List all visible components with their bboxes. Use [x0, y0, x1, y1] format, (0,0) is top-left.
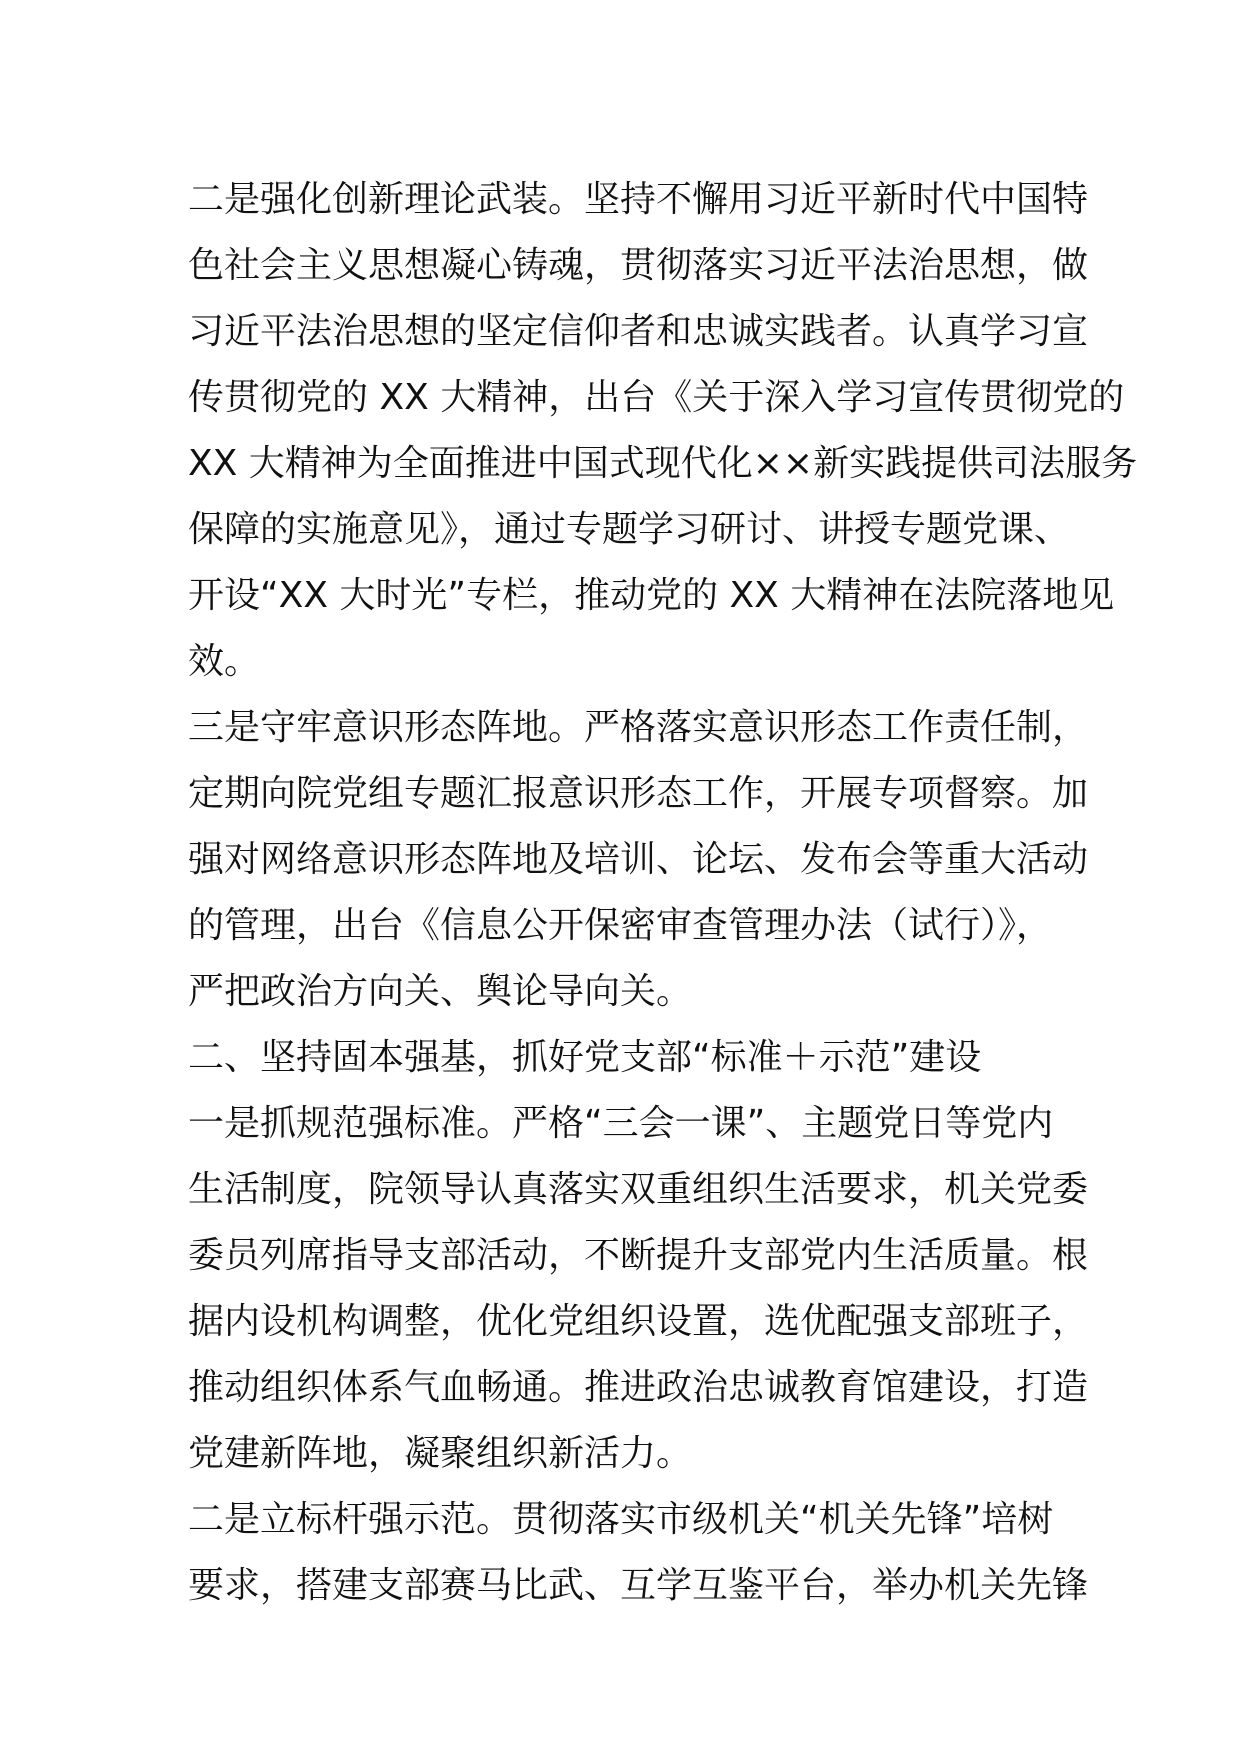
document-body: [188, 167, 1138, 1619]
text-line: 三是守牢意识形态阵地。严格落实意识形态工作责任制，: [188, 707, 1089, 748]
text-line: 要求，搭建支部赛马比武、互学互鉴平台，举办机关先锋: [188, 1565, 1089, 1606]
text-line: 生活制度，院领导认真落实双重组织生活要求，机关党委: [188, 1169, 1089, 1210]
paragraph-standards: [188, 1091, 1089, 1487]
text-line: 推动组织体系气血畅通。推进政治忠诚教育馆建设，打造: [188, 1367, 1089, 1408]
text-line: 定期向院党组专题汇报意识形态工作，开展专项督察。加: [188, 773, 1089, 814]
text-line: 一是抓规范强标准。严格“三会一课”、主题党日等党内: [188, 1103, 1054, 1144]
text-line: 保障的实施意见》，通过专题学习研讨、讲授专题党课、: [188, 509, 1071, 550]
paragraph-benchmark: [188, 1487, 1089, 1619]
text-line: 据内设机构调整，优化党组织设置，选优配强支部班子，: [188, 1301, 1089, 1342]
text-line: 习近平法治思想的坚定信仰者和忠诚实践者。认真学习宣: [188, 311, 1089, 352]
text-line: 开设“XX 大时光”专栏，推动党的 XX 大精神在法院落地见: [188, 575, 1115, 616]
paragraph-ideology-front: [188, 695, 1089, 1025]
text-line: 效。: [188, 641, 261, 682]
text-line: 传贯彻党的 XX 大精神，出台《关于深入学习宣传贯彻党的: [188, 377, 1125, 418]
text-line: 党建新阵地，凝聚组织新活力。: [188, 1433, 693, 1474]
paragraph-innovation-theory: [188, 167, 1138, 695]
text-line: 的管理，出台《信息公开保密审查管理办法（试行）》，: [188, 905, 1053, 946]
text-line: 色社会主义思想凝心铸魂，贯彻落实习近平法治思想，做: [188, 245, 1089, 286]
text-line: 委员列席指导支部活动，不断提升支部党内生活质量。根: [188, 1235, 1089, 1276]
text-line: 强对网络意识形态阵地及培训、论坛、发布会等重大活动: [188, 839, 1089, 880]
text-line: XX 大精神为全面推进中国式现代化××新实践提供司法服务: [188, 443, 1138, 484]
section-heading: [188, 1025, 1060, 1091]
text-line: 二是立标杆强示范。贯彻落实市级机关“机关先锋”培树: [188, 1499, 1054, 1540]
heading-line: 二、坚持固本强基，抓好党支部“标准＋示范”建设: [188, 1037, 982, 1078]
text-line: 严把政治方向关、舆论导向关。: [188, 971, 693, 1012]
text-line: 二是强化创新理论武装。坚持不懈用习近平新时代中国特: [188, 179, 1089, 220]
